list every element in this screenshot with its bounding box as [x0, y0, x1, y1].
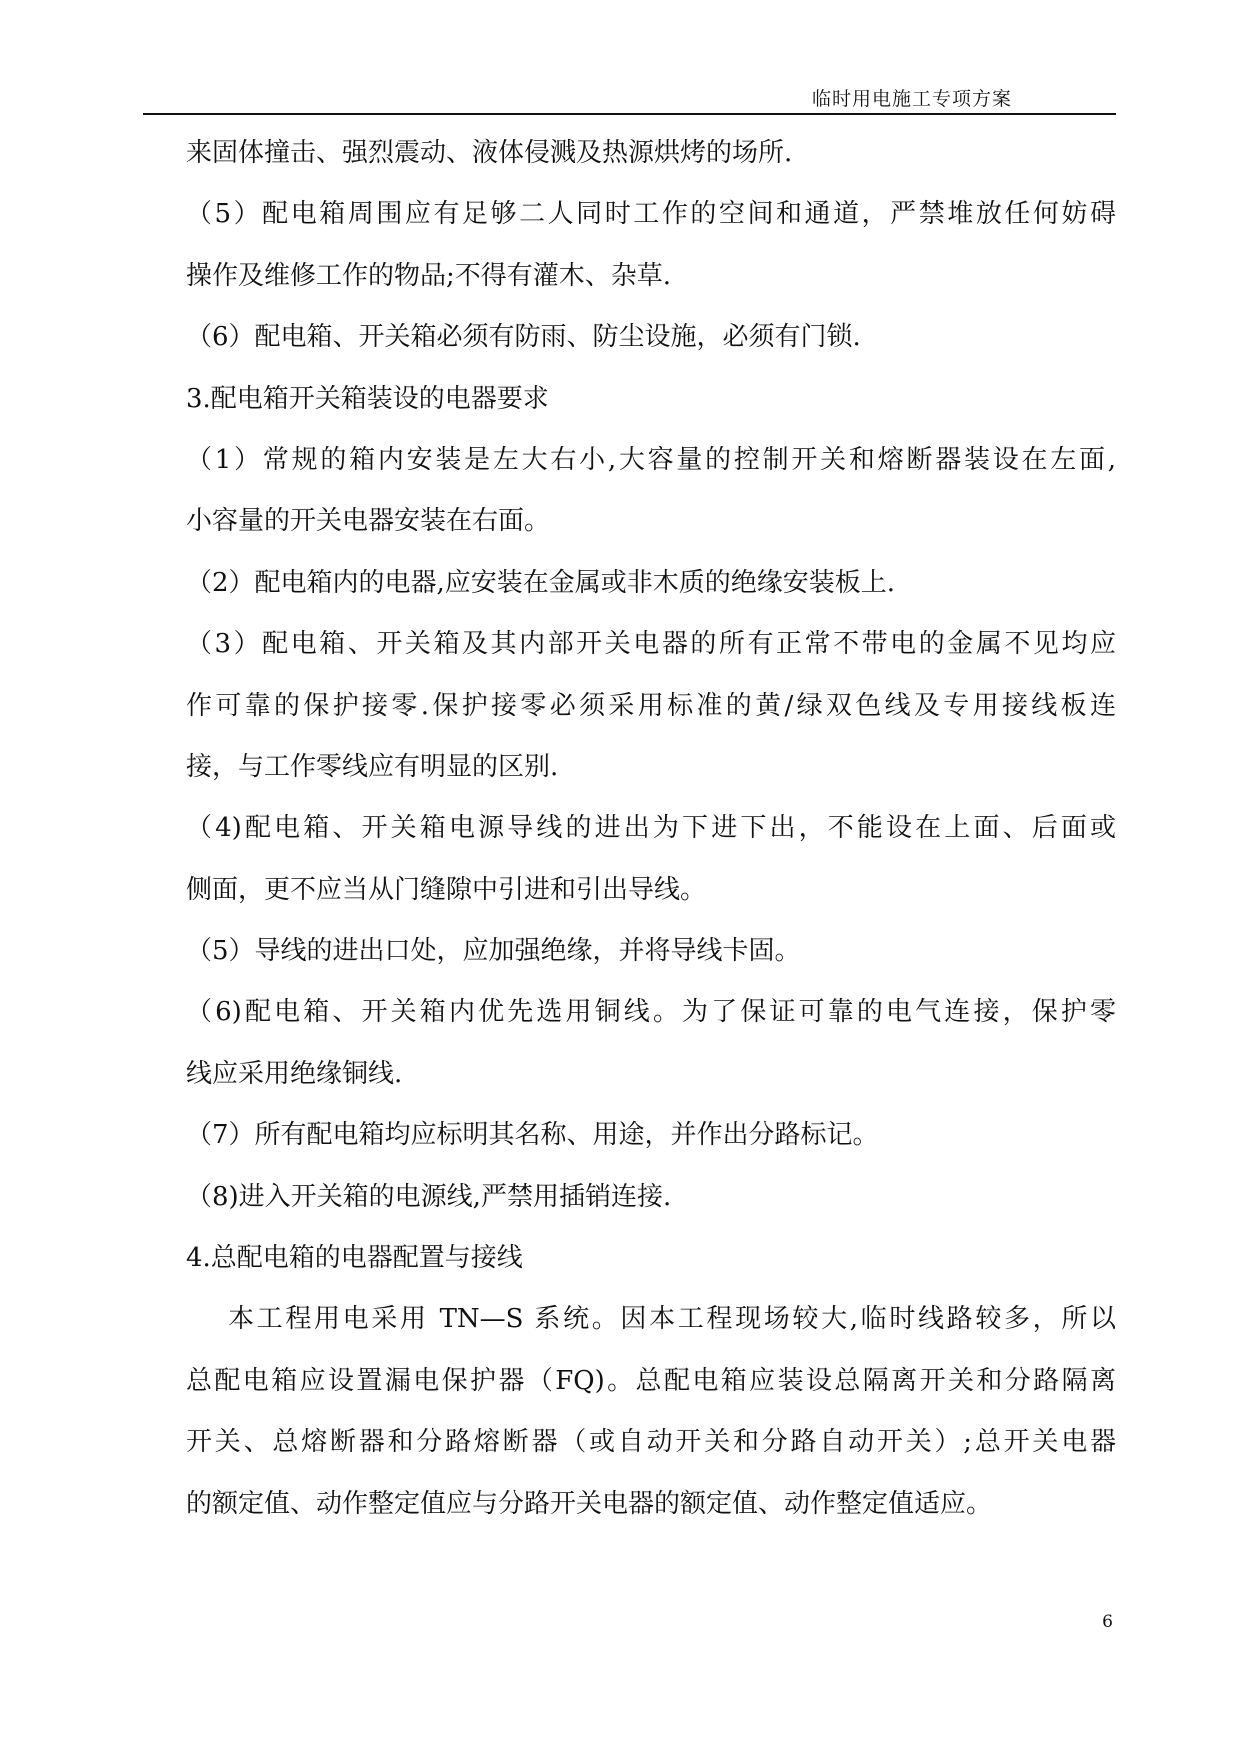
text-line: 小容量的开关电器安装在右面。	[186, 506, 551, 537]
page-number: 6	[1102, 1612, 1113, 1632]
text-line: （6)配电箱、开关箱内优先选用铜线。为了保证可靠的电气连接，保护零	[186, 997, 1116, 1028]
text-line: 线应采用绝缘铜线.	[186, 1058, 403, 1089]
text-line: （5）导线的进出口处，应加强绝缘，并将导线卡固。	[186, 936, 801, 967]
text-line: （1）常规的箱内安装是左大右小,大容量的控制开关和熔断器装设在左面,	[186, 444, 1116, 475]
text-line: 来固体撞击、强烈震动、液体侵溅及热源烘烤的场所.	[186, 138, 793, 168]
header-divider	[143, 113, 1116, 115]
text-line: （5）配电箱周围应有足够二人同时工作的空间和通道，严禁堆放任何妨碍	[186, 199, 1116, 230]
text-line: （3）配电箱、开关箱及其内部开关电器的所有正常不带电的金属不见均应	[186, 629, 1116, 660]
text-line: 的额定值、动作整定值应与分路开关电器的额定值、动作整定值适应。	[186, 1488, 993, 1519]
text-line: （2）配电箱内的电器,应安装在金属或非木质的绝缘安装板上.	[186, 567, 896, 598]
text-line: （8)进入开关箱的电源线,严禁用插销连接.	[186, 1181, 672, 1212]
text-line: （7）所有配电箱均应标明其名称、用途，并作出分路标记。	[186, 1120, 879, 1151]
section-heading: 3.配电箱开关箱装设的电器要求	[186, 383, 549, 414]
text-line: 接，与工作零线应有明显的区别.	[186, 751, 559, 782]
text-line: 开关、总熔断器和分路熔断器（或自动开关和分路自动开关）;总开关电器	[186, 1427, 1116, 1458]
text-line: 本工程用电采用 TN—S 系统。因本工程现场较大,临时线路较多，所以	[228, 1304, 1116, 1335]
text-line: 侧面，更不应当从门缝隙中引进和引出导线。	[186, 874, 707, 905]
text-line: 总配电箱应设置漏电保护器（FQ)。总配电箱应装设总隔离开关和分路隔离	[186, 1365, 1116, 1396]
text-line: 作可靠的保护接零.保护接零必须采用标准的黄/绿双色线及专用接线板连	[186, 690, 1116, 721]
text-line: （4)配电箱、开关箱电源导线的进出为下进下出，不能设在上面、后面或	[186, 813, 1116, 844]
section-heading: 4.总配电箱的电器配置与接线	[186, 1243, 523, 1274]
text-line: （6）配电箱、开关箱必须有防雨、防尘设施，必须有门锁.	[186, 322, 861, 353]
text-line: 操作及维修工作的物品;不得有灌木、杂草.	[186, 260, 672, 291]
running-header-title: 临时用电施工专项方案	[811, 88, 1012, 110]
document-body	[186, 123, 1116, 1535]
